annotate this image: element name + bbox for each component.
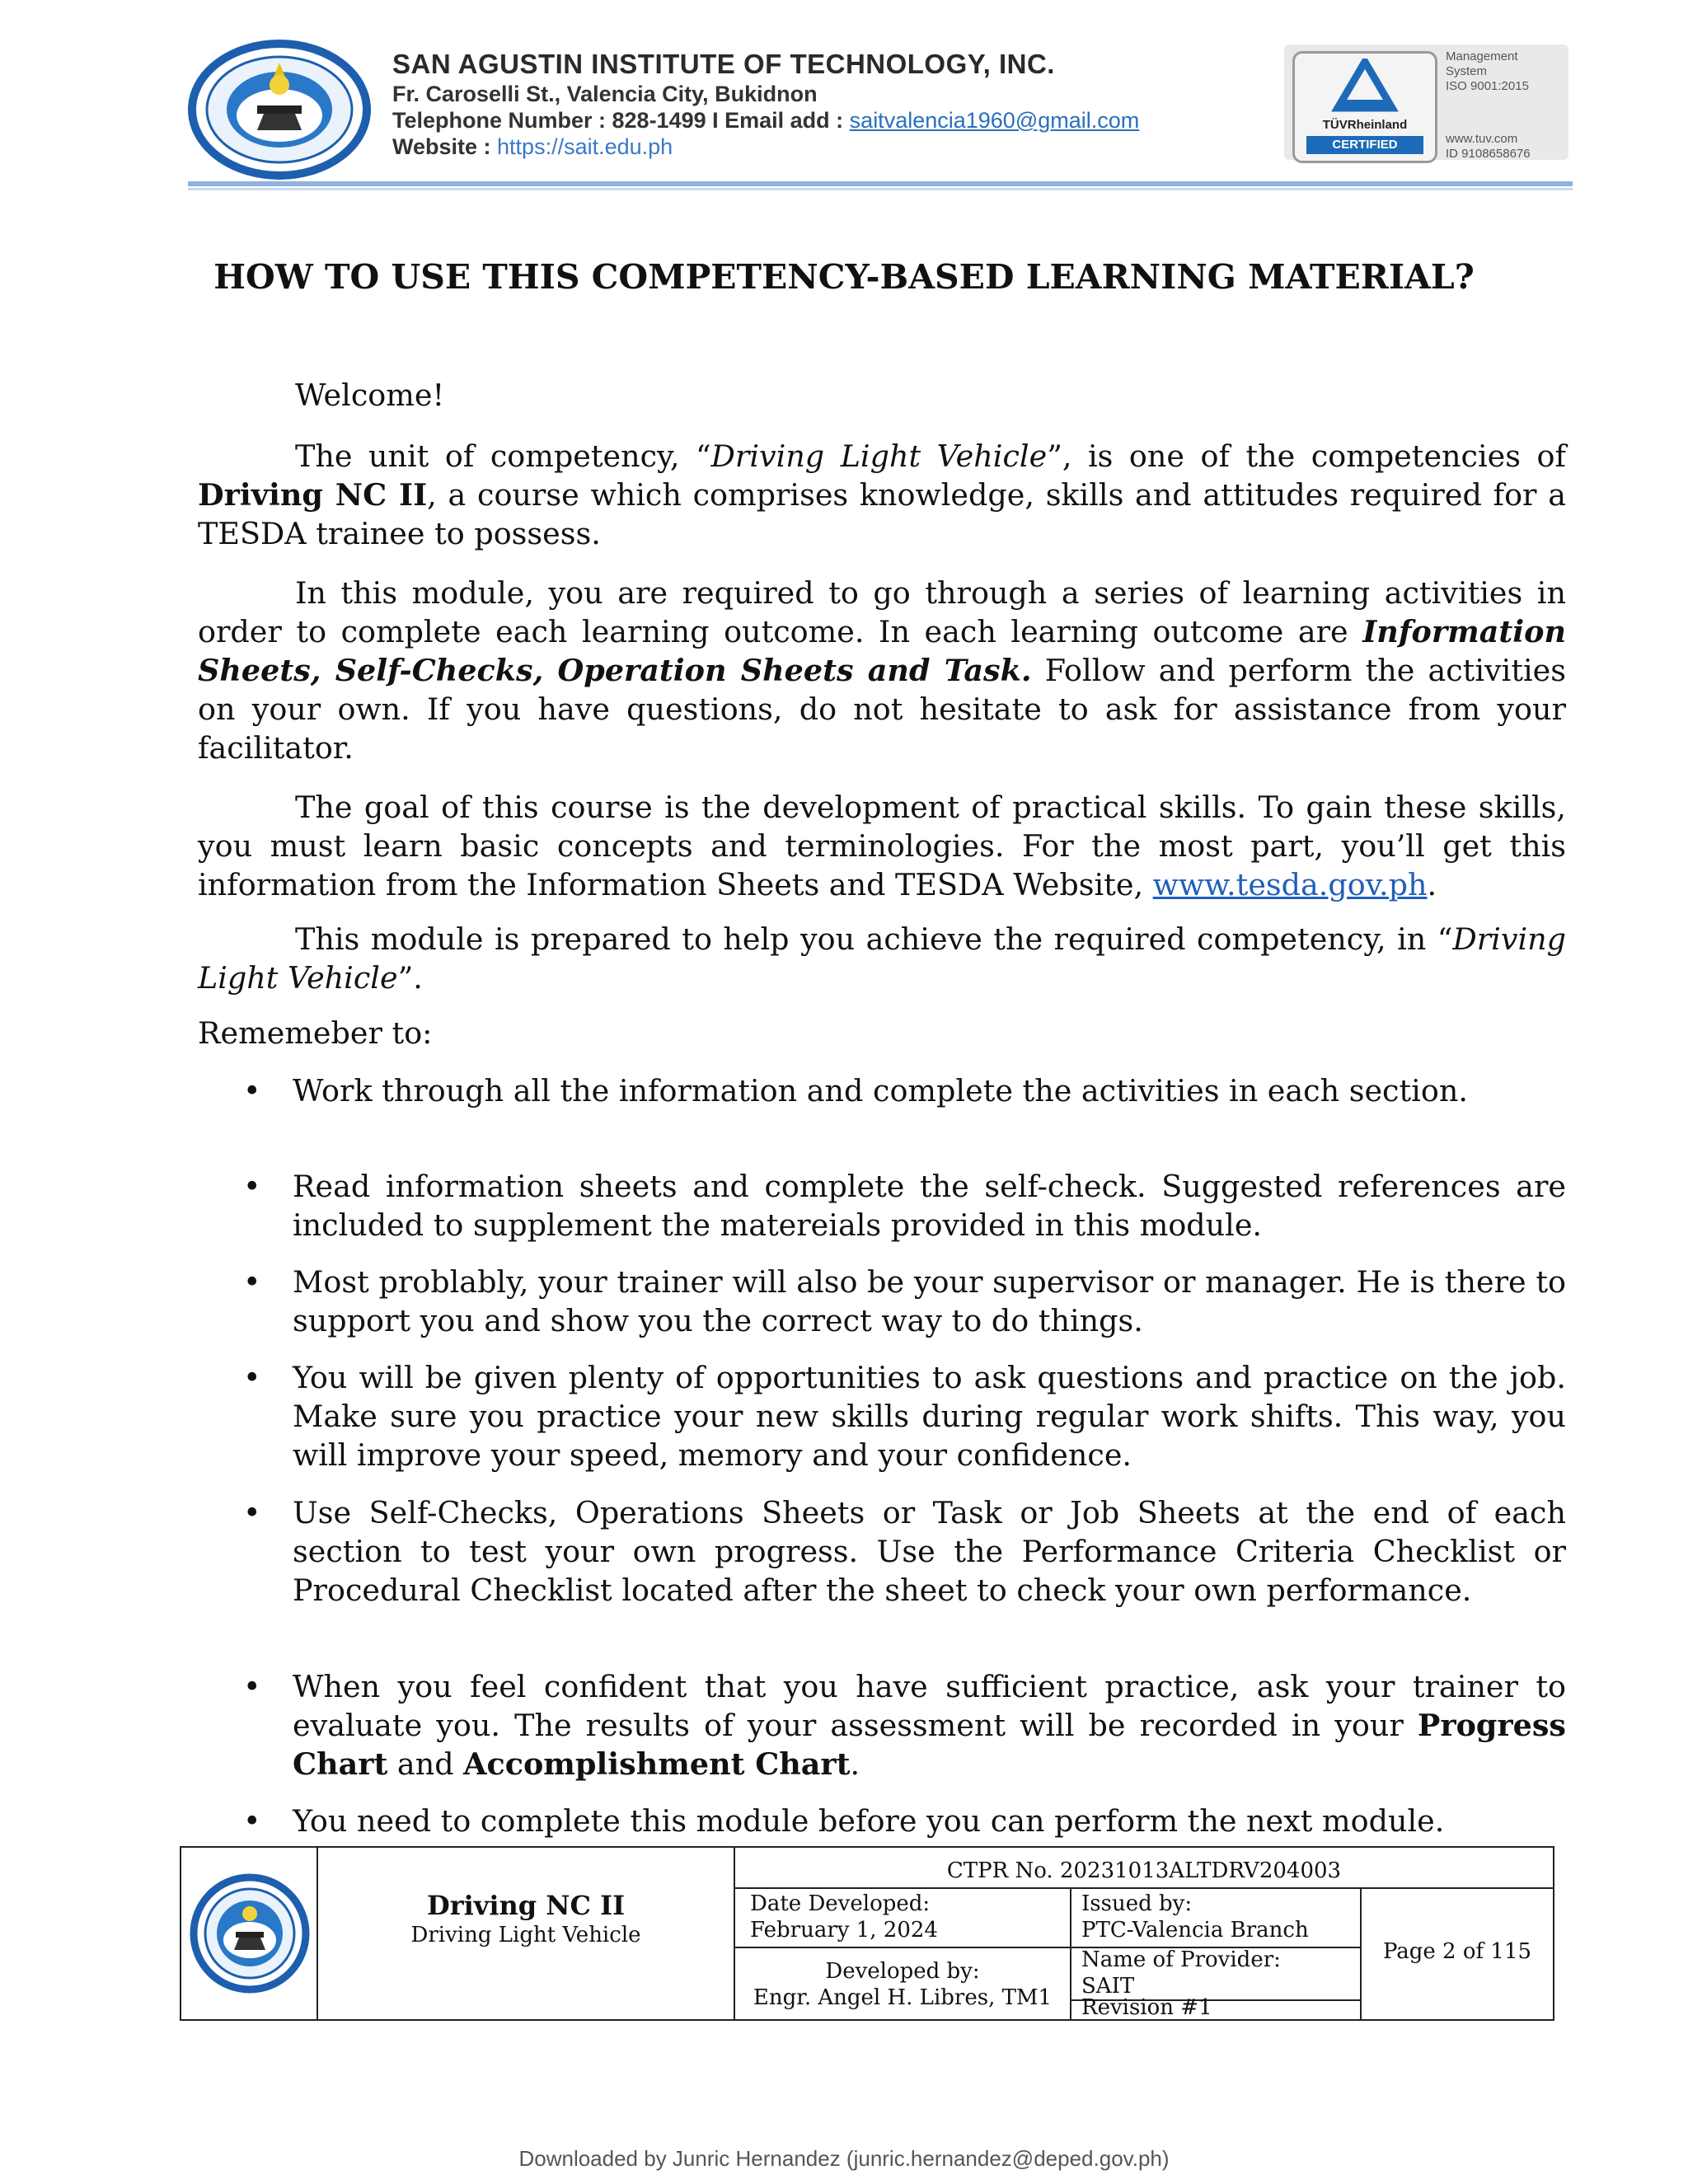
institution-name: SAN AGUSTIN INSTITUTE OF TECHNOLOGY, INC.: [392, 49, 1055, 79]
remember-heading: Rememeber to:: [198, 1015, 433, 1051]
provider-label: Name of Provider:: [1081, 1947, 1281, 1972]
footer-course: [318, 1889, 734, 1948]
bullet-icon: •: [243, 1360, 261, 1395]
developed-by-label: Developed by:: [825, 1959, 980, 1984]
page-number: Page 2 of 115: [1382, 1939, 1532, 1964]
date-developed-value: February 1, 2024: [750, 1918, 938, 1943]
text-run: The unit of competency, “: [295, 438, 711, 474]
list-item-text: You need to complete this module before you can perform the next module.: [293, 1803, 1445, 1839]
provider: [1081, 1947, 1358, 1999]
text-run: ”.: [397, 960, 423, 996]
list-item-text: and: [387, 1746, 464, 1782]
bullet-icon: •: [243, 1073, 261, 1108]
text-run: , a course which comprises knowledge, skills and attitudes required for a TESDA trainee to possess.: [198, 477, 1567, 551]
tuv-triangle-icon: [1295, 59, 1435, 116]
issued-by: [1081, 1891, 1358, 1943]
tuv-url: www.tuv.com: [1446, 132, 1518, 146]
tuv-system-line: System: [1446, 64, 1488, 78]
page-title: HOW TO USE THIS COMPETENCY-BASED LEARNING MATERIAL?: [213, 257, 1475, 297]
issued-by-value: PTC-Valencia Branch: [1081, 1918, 1309, 1943]
tesda-website-link[interactable]: www.tesda.gov.ph: [1152, 867, 1428, 902]
download-notice: Downloaded by Junric Hernandez (junric.hernandez@deped.gov.ph): [518, 2146, 1170, 2171]
materials-list: Information Sheets, Self-Checks, Operation Sheets and Task.: [198, 614, 1566, 688]
tuv-certified-label: CERTIFIED: [1306, 136, 1423, 154]
website-label: Website :: [392, 134, 498, 159]
letterhead: [188, 40, 1573, 188]
bullet-icon: •: [243, 1264, 261, 1300]
table-divider: [734, 1887, 1553, 1889]
list-item: [243, 1493, 1566, 1610]
email-link[interactable]: saitvalencia1960@gmail.com: [849, 108, 1140, 133]
issued-by-label: Issued by:: [1081, 1891, 1193, 1916]
course-name: Driving NC II: [198, 477, 428, 513]
tuv-certification-badge: [1292, 51, 1437, 163]
unit-name: Driving Light Vehicle: [710, 438, 1048, 474]
document-footer-table: [180, 1846, 1554, 2021]
institution-seal-logo: [190, 1868, 310, 1999]
progress-chart-term: Progress Chart: [293, 1708, 1566, 1782]
list-item: [243, 1071, 1566, 1110]
tuv-brand: TÜVRheinland: [1322, 118, 1408, 132]
bullet-icon: •: [243, 1803, 261, 1839]
bullet-icon: •: [243, 1169, 261, 1204]
institution-address: Fr. Caroselli St., Valencia City, Bukidnon: [392, 82, 818, 106]
bullet-icon: •: [243, 1495, 261, 1530]
tuv-id: ID 9108658676: [1446, 147, 1531, 161]
tuv-system-line: Management: [1446, 49, 1518, 63]
list-item-text: Most problably, your trainer will also be your supervisor or manager. He is there to support you and show you the correct way to do things.: [293, 1264, 1566, 1338]
list-item: [243, 1167, 1566, 1244]
list-item: [243, 1802, 1566, 1840]
paragraph-purpose: [198, 920, 1566, 997]
paragraph-goal: [198, 788, 1566, 904]
website-link[interactable]: https://sait.edu.ph: [497, 134, 673, 159]
provider-value: SAIT: [1081, 1974, 1135, 1999]
header-divider: [188, 181, 1573, 186]
header-divider-thin: [188, 188, 1573, 190]
text-run: Follow and perform the activities on your own. If you have questions, do not hesitate to ask for assistance from your facilitator.: [198, 653, 1566, 766]
developed-by: [735, 1958, 1070, 2011]
tuv-certification: [1284, 45, 1568, 160]
text-run: In this module, you are required to go through a series of learning activities in order to complete each learning outcome. In each learning outcome are: [198, 575, 1566, 649]
list-item: [243, 1263, 1566, 1340]
list-item-text: Read information sheets and complete the self-check. Suggested references are included to supplement the matereials provided in this module.: [293, 1169, 1566, 1243]
developed-by-value: Engr. Angel H. Libres, TM1: [753, 1985, 1053, 2010]
list-item: [243, 1667, 1566, 1783]
revision-number: Revision #1: [1081, 1995, 1212, 2020]
tuv-iso-line: ISO 9001:2015: [1446, 79, 1529, 93]
text-run: The goal of this course is the development of practical skills. To gain these skills, you must learn basic concepts and terminologies. For the most part, you’ll get this information from the Information Sheets and TESDA Website,: [198, 790, 1566, 902]
tuv-details: [1446, 49, 1531, 162]
welcome-line: [198, 376, 1566, 415]
list-item-text: Work through all the information and complete the activities in each section.: [293, 1073, 1468, 1108]
unit-name: Driving Light Vehicle: [198, 921, 1566, 996]
text-run: .: [1427, 867, 1437, 902]
list-item-text: Use Self-Checks, Operations Sheets or Task or Job Sheets at the end of each section to test your own progress. Use the Performance Criteria Checklist or Procedural Checklist located after the sheet to check your own performance.: [293, 1495, 1566, 1608]
paragraph-unit: [198, 437, 1566, 553]
list-item-text: You will be given plenty of opportunities to ask questions and practice on the job. Make sure you practice your new skills during regular work shifts. This way, you will improve your speed, memory and your confidence.: [293, 1360, 1566, 1473]
institution-seal-logo: [188, 40, 371, 180]
text-run: This module is prepared to help you achieve the required competency, in “: [295, 921, 1453, 957]
footer-unit-name: Driving Light Vehicle: [410, 1923, 641, 1947]
paragraph-module: [198, 574, 1566, 767]
text-run: ”, is one of the competencies of: [1047, 438, 1567, 474]
list-item-text: When you feel confident that you have sufficient practice, ask your trainer to evaluate you. The results of your assessment will be recorded in your: [293, 1669, 1566, 1743]
list-item-text: .: [850, 1746, 860, 1782]
date-developed-label: Date Developed:: [750, 1891, 931, 1916]
accomplishment-chart-term: Accomplishment Chart: [463, 1746, 851, 1782]
ctpr-number: CTPR No. 20231013ALTDRV204003: [946, 1858, 1342, 1883]
footer-course-name: Driving NC II: [426, 1890, 626, 1921]
welcome-text: Welcome!: [295, 377, 445, 413]
date-developed: [750, 1891, 1063, 1943]
list-item: [243, 1358, 1566, 1474]
phone-text: Telephone Number : 828-1499 I Email add :: [392, 108, 850, 133]
bullet-icon: •: [243, 1669, 261, 1704]
